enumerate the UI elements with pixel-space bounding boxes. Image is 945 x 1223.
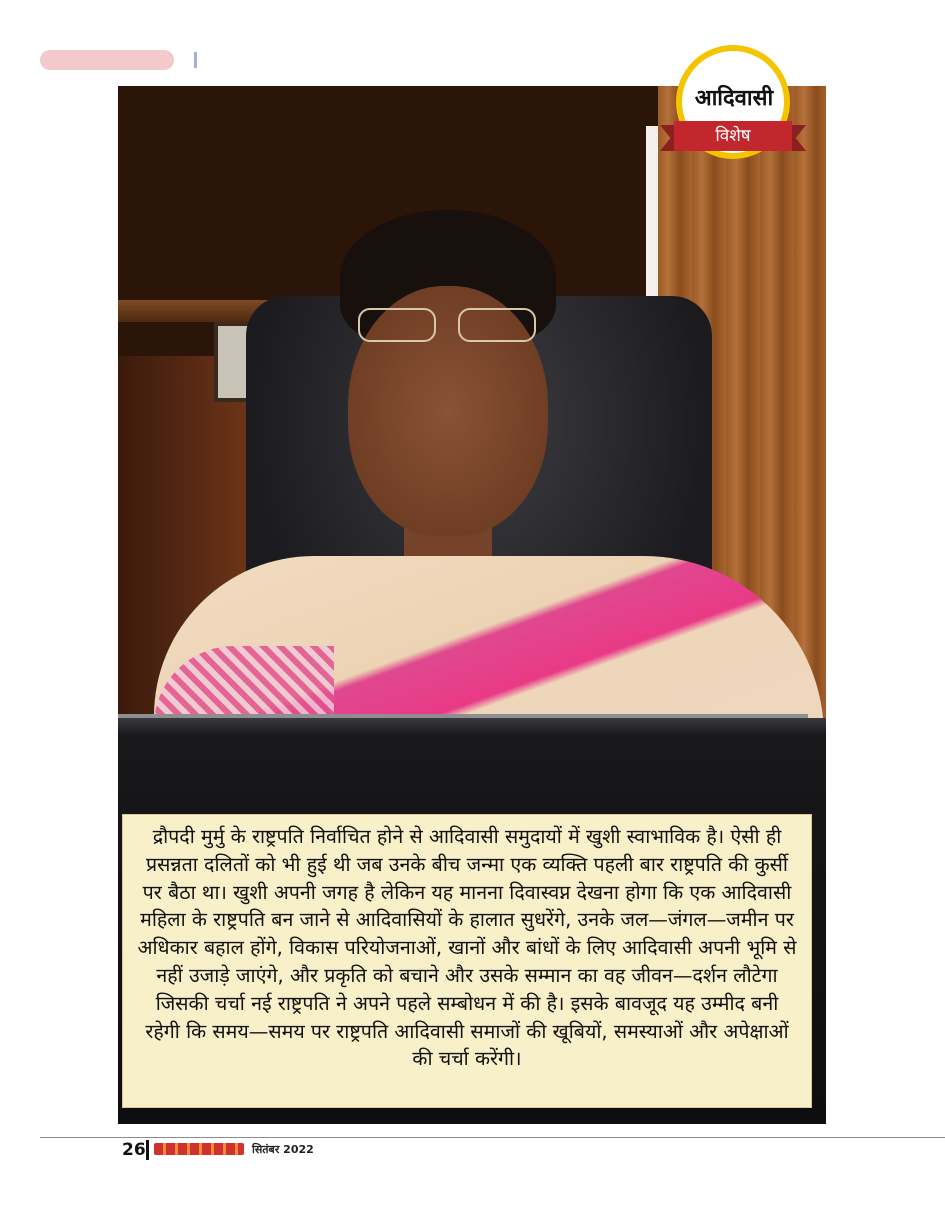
magazine-logo: [154, 1143, 244, 1155]
photo-caption-box: [122, 814, 812, 1108]
section-badge-title: आदिवासी: [694, 86, 774, 111]
footer-divider: [146, 1140, 149, 1160]
photo-caption-text: द्रौपदी मुर्मु के राष्ट्रपति निर्वाचित होने से आदिवासी समुदायों में खुशी स्वाभाविक है। ऐसी ही प्रसन्नता दलितों को भी हुई थी जब उनके बीच जन्मा एक व्यक्ति पहली बार राष्ट्रपति की कुर्सी पर बैठा था। खुशी अपनी जगह है लेकिन यह मानना दिवास्वप्न देखना होगा कि एक आदिवासी महिला के राष्ट्रपति बन जाने से आदिवासियों के हालात सुधरेंगे, उनके जल—जंगल—जमीन पर अधिकार बहाल होंगे, विकास परियोजनाओं, खानों और बांधों के लिए आदिवासी अपनी भूमि से नहीं उजाड़े जाएंगे, और प्रकृति को बचाने और उसके सम्मान का वह जीवन—दर्शन लौटेगा जिसकी चर्चा नई राष्ट्रपति ने अपने पहले सम्बोधन में की है। इसके बावजूद यह उम्मीद बनी रहेगी कि समय—समय पर राष्ट्रपति आदिवासी समाजों की खूबियों, समस्याओं और अपेक्षाओं की चर्चा करेंगी।: [137, 825, 797, 1071]
section-ribbon: [660, 121, 806, 155]
eyeglasses: [358, 308, 536, 342]
section-ribbon-label: विशेष: [674, 121, 792, 151]
header-tick-decoration: [194, 52, 197, 68]
page-number: 26: [122, 1140, 146, 1160]
footer-rule: [40, 1137, 945, 1138]
header-pill-decoration: [40, 50, 174, 70]
issue-date: सितंबर 2022: [252, 1143, 314, 1156]
